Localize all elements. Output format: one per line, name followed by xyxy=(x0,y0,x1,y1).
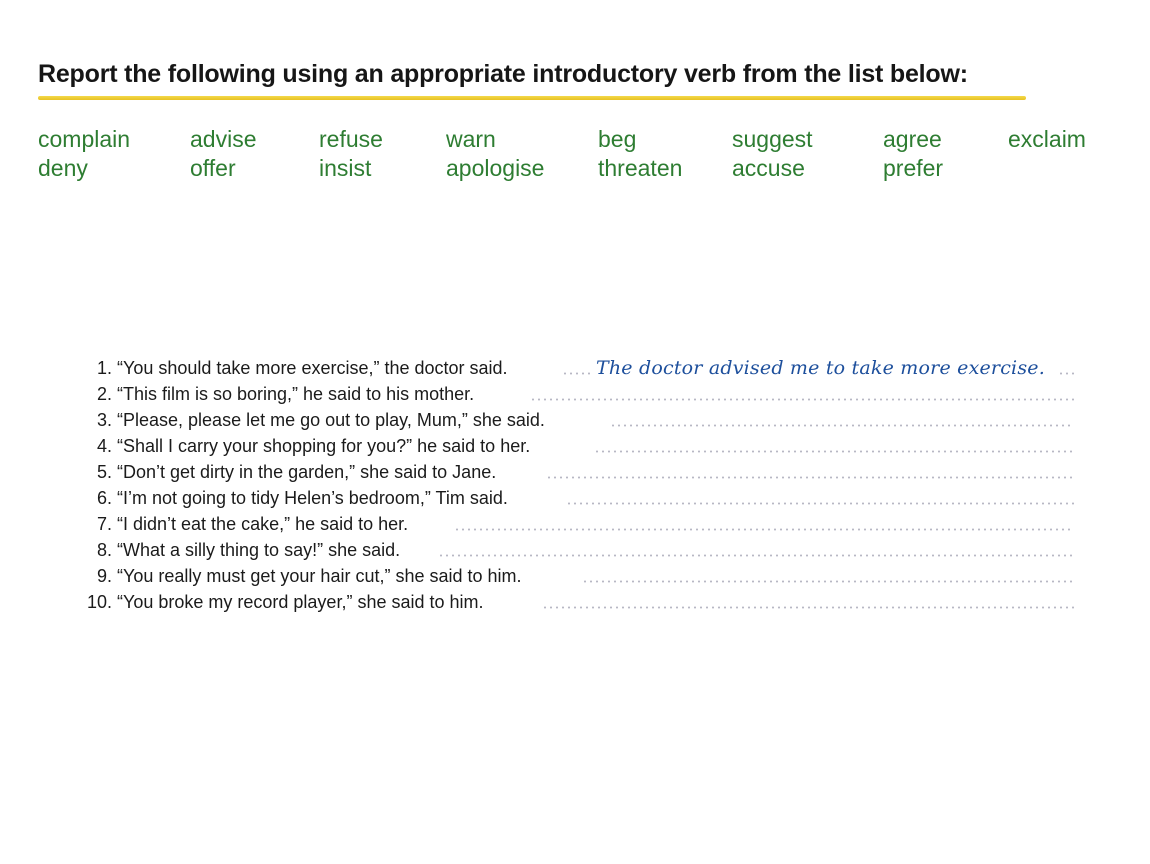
item-number: 8. xyxy=(96,540,112,560)
answer-line[interactable] xyxy=(530,398,1074,401)
answer-line[interactable] xyxy=(542,606,1074,609)
item-number: 2. xyxy=(96,384,112,404)
item-sentence: “You really must get your hair cut,” she said to him. xyxy=(117,566,522,586)
item-number: 6. xyxy=(96,488,112,508)
exercise-item xyxy=(0,433,1078,459)
verb-apologise: apologise xyxy=(446,155,545,181)
item-sentence: “You should take more exercise,” the doctor said. xyxy=(117,358,508,378)
verb-refuse: refuse xyxy=(319,126,383,152)
item-sentence: “Please, please let me go out to play, Mum,” she said. xyxy=(117,410,545,430)
item-number: 9. xyxy=(96,566,112,586)
exercise-item xyxy=(0,537,1078,563)
item-number: 1. xyxy=(96,358,112,378)
answer-line[interactable] xyxy=(438,554,1074,557)
verb-advise: advise xyxy=(190,126,257,152)
item-sentence: “What a silly thing to say!” she said. xyxy=(117,540,401,560)
example-answer: The doctor advised me to take more exercise. xyxy=(596,357,1045,379)
item-sentence: “This film is so boring,” he said to his mother. xyxy=(117,384,475,404)
verb-accuse: accuse xyxy=(732,155,805,181)
exercise-item xyxy=(0,485,1078,511)
item-sentence: “I didn’t eat the cake,” he said to her. xyxy=(117,514,409,534)
item-number: 3. xyxy=(96,410,112,430)
item-number: 4. xyxy=(96,436,112,456)
verb-beg: beg xyxy=(598,126,637,152)
verb-exclaim: exclaim xyxy=(1008,126,1086,152)
answer-line[interactable] xyxy=(582,580,1074,583)
answer-line[interactable] xyxy=(546,476,1074,479)
exercise-instruction: Report the following using an appropriate introductory verb from the list below: xyxy=(38,60,968,88)
answer-line[interactable] xyxy=(594,450,1074,453)
verb-threaten: threaten xyxy=(598,155,683,181)
exercise-item xyxy=(0,589,1078,615)
instruction-underline xyxy=(38,96,1026,100)
item-sentence: “Don’t get dirty in the garden,” she said to Jane. xyxy=(117,462,497,482)
verb-agree: agree xyxy=(883,126,942,152)
verb-insist: insist xyxy=(319,155,372,181)
verb-warn: warn xyxy=(446,126,496,152)
exercise-item xyxy=(0,511,1078,537)
verb-complain: complain xyxy=(38,126,131,152)
exercise-item xyxy=(0,381,1078,407)
answer-line[interactable] xyxy=(566,502,1074,505)
item-sentence: “You broke my record player,” she said to him. xyxy=(117,592,484,612)
item-number: 5. xyxy=(96,462,112,482)
exercise-item xyxy=(0,459,1078,485)
answer-line xyxy=(562,372,590,375)
verb-deny: deny xyxy=(38,155,88,181)
answer-line[interactable] xyxy=(610,424,1074,427)
verb-suggest: suggest xyxy=(732,126,813,152)
item-sentence: “Shall I carry your shopping for you?” he said to her. xyxy=(117,436,531,456)
item-number: 10. xyxy=(86,592,112,612)
answer-line[interactable] xyxy=(454,528,1074,531)
answer-line xyxy=(1058,372,1074,375)
item-number: 7. xyxy=(96,514,112,534)
exercise-item xyxy=(0,407,1078,433)
exercise-item xyxy=(0,563,1078,589)
verb-prefer: prefer xyxy=(883,155,944,181)
exercise-item xyxy=(0,355,1078,381)
verb-offer: offer xyxy=(190,155,236,181)
item-sentence: “I’m not going to tidy Helen’s bedroom,” Tim said. xyxy=(117,488,508,508)
